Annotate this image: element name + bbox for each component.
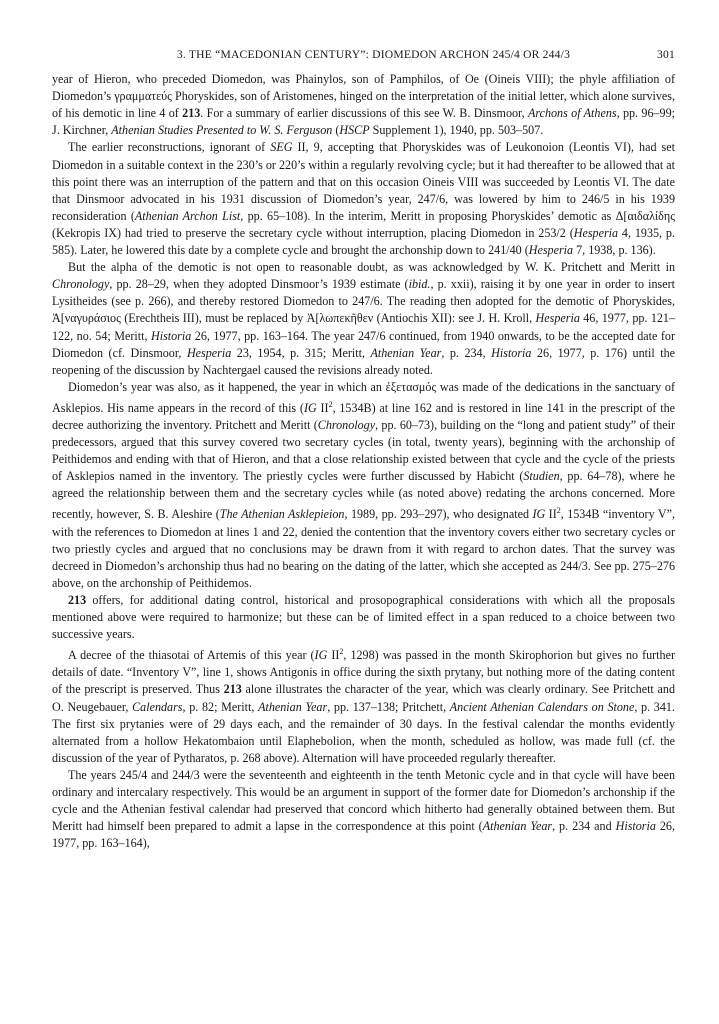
- text-run: II: [327, 648, 340, 663]
- text-run: , pp. 28–29, when they adopted Dinsmoor’s 1939 estimate (: [109, 277, 409, 292]
- text-run: The earlier reconstructions, ignorant of: [68, 140, 271, 155]
- text-run: 7, 1938, p. 136).: [573, 243, 656, 258]
- italic-run: Studien: [523, 469, 560, 484]
- text-run: , p. 341. The first six prytanies were of 29 days each, and the remainder of 30 days. In the festival calendar the months evidently alternated from a hollow Hekatombaion until Elaphebolion, when the month, scheduled as hollow, was made full (cf. the discussion of the year of Pytharatos, p. 268 above). Alternation will have proceeded regularly thereafter.: [52, 699, 675, 765]
- text-run: 46, 1977, pp. 121–122, no. 54; Meritt,: [52, 311, 676, 343]
- text-run: 23, 1954, p. 315; Meritt,: [231, 345, 371, 360]
- text-run: Diomedon’s year was also, as it happened, the year in which an ἐξετασμός was made of the dedications in the sanctuary of Asklepios. His name appears in the record of this (: [52, 379, 675, 415]
- text-run: 26, 1977, pp. 163–164),: [52, 819, 675, 851]
- text-run: II: [316, 400, 329, 415]
- italic-run: Hesperia: [573, 225, 619, 240]
- text-run: , pp. 137–138; Pritchett,: [327, 699, 450, 714]
- paragraph: [52, 259, 675, 379]
- paragraph: [52, 71, 675, 139]
- text-run: , pp. 96–99; J. Kirchner,: [52, 106, 675, 138]
- inscription-number: 213: [223, 682, 242, 697]
- italic-run: Athenian Year: [258, 699, 328, 714]
- text-run: , p. 82; Meritt,: [182, 699, 259, 714]
- page-number: 301: [657, 48, 675, 61]
- italic-run: IG: [314, 648, 328, 663]
- text-run: , p. 234 and: [552, 819, 616, 834]
- text-run: , 1298) was passed in the month Skirophorion but gives no further details of date. “Inventory V”, line 1, shows Antigonis in office during the sixth prytany, but nothing more of the dating content of the prescript is preserved. Thus: [52, 648, 675, 697]
- superscript: 2: [339, 647, 344, 657]
- running-header: [52, 46, 675, 63]
- superscript: 2: [328, 399, 333, 409]
- text-run: 26, 1977, p. 176) until the reopening of the discussion by Nachtergael caused the revisions already noted.: [52, 345, 676, 377]
- text-run: alone illustrates the character of the year, which was clearly ordinary. See Pritchett and O. Neugebauer,: [52, 682, 675, 714]
- text-run: . For a summary of earlier discussions of this see W. B. Dinsmoor,: [200, 106, 528, 121]
- text-run: year of Hieron, who preceded Diomedon, was Phainylos, son of Pamphilos, of Oe (Oineis VIII); the phyle affiliation of Diomedon’s γραμματεύς Phoryskides, son of Aristomenes, hinged on the interpretation of the initial letter, which alone survives, of his demotic in line 4 of: [52, 72, 675, 121]
- text-run: , 1989, pp. 293–297), who designated: [344, 507, 533, 522]
- text-run: II, 9, accepting that Phoryskides was of Leukonoion (Leontis VI), had set Diomedon in a suitable context in the 230’s or 220’s within a regularly revolving cycle; but it had thereafter to be allowed that at this point there was an interruption of the pattern and that on this occasion Oineis VIII was succeeded by Leontis VI. The date that Dinsmoor advocated in his 1931 discussion of Diomedon’s year, 247/6, was lowered by him to 246/5 in his 1939 reconsideration (: [52, 140, 675, 223]
- text-run: , pp. 65–108). In the interim, Meritt in proposing Phoryskides’ demotic as Δ[αιδαλίδης (Kekropis IX) had tried to preserve the secretary cycle without interruption, placing Diomedon in 253/2 (: [52, 208, 675, 240]
- italic-run: Ancient Athenian Calendars on Stone: [449, 699, 635, 714]
- paragraph: [52, 643, 675, 767]
- italic-run: Historia: [150, 328, 192, 343]
- italic-run: Hesperia: [186, 345, 232, 360]
- text-run: , pp. 64–78), where he agreed the relationship between them and the secretary cycles while (as noted above) redating the archons concerned. More recently, however, S. B. Aleshire (: [52, 469, 675, 522]
- paragraph: [52, 767, 675, 852]
- inscription-number: 213: [182, 106, 201, 121]
- italic-run: Calendars: [132, 699, 183, 714]
- text-run: , p. 234,: [441, 345, 492, 360]
- italic-run: SEG: [270, 140, 293, 155]
- superscript: 2: [556, 506, 561, 516]
- italic-run: Athenian Studies Presented to W. S. Ferguson: [111, 123, 333, 138]
- italic-run: Athenian Archon List: [134, 208, 241, 223]
- text-run: , 1534B “inventory V”, with the references to Diomedon at lines 1 and 22, denied the contention that the inventory covers either two secretary cycles or two priestly cycles and argued that no conclusions may be drawn from it with regard to archon dates. That the survey was decreed in Diomedon’s archonship thus had no bearing on the dating of the latter, which she accepted as 244/3. See pp. 275–276 above, on the archonship of Peithidemos.: [52, 507, 675, 590]
- text-run: A decree of the thiasotai of Artemis of this year (: [68, 648, 315, 663]
- inscription-number: 213: [68, 592, 87, 607]
- paragraph: [52, 379, 675, 592]
- paragraph: [52, 139, 675, 259]
- italic-run: The Athenian Asklepieion: [219, 507, 345, 522]
- italic-run: IG: [303, 400, 317, 415]
- italic-run: Athenian Year: [482, 819, 553, 834]
- italic-run: Hesperia: [535, 311, 580, 326]
- text-run: offers, for additional dating control, historical and prosopographical considerations with which all the proposals mentioned above were required to harmonize; but these can be of limited effect in a span reduced to a choice between two successive years.: [52, 592, 675, 642]
- body-text: [52, 71, 675, 852]
- text-run: , pp. 60–73), building on the “long and patient study” of their predecessors, argued that this survey covered two secretary cycles (in total, twenty years), beginning with the archonship of Peithidemos and ending with that of Hieron, and that a close relationship existed between that cycle and the cycle of the priests of Asklepios named in the inventory. The priestly cycles were further discussed by Habicht (: [52, 418, 675, 484]
- italic-run: IG: [532, 507, 546, 522]
- chapter-title: 3. THE “MACEDONIAN CENTURY”: DIOMEDON ARCHON 245/4 OR 244/3: [176, 48, 571, 61]
- italic-run: Chronology: [317, 418, 376, 432]
- text-run: But the alpha of the demotic is not open to reasonable doubt, as was acknowledged by W. K. Pritchett and Meritt in: [68, 260, 675, 275]
- italic-run: Historia: [615, 819, 656, 834]
- text-run: 4, 1935, p. 585). Later, he lowered this date by a complete cycle and brought the archonship down to 241/40 (: [52, 225, 676, 258]
- text-run: II: [545, 507, 557, 522]
- text-run: Supplement 1), 1940, pp. 503–507.: [369, 123, 544, 138]
- italic-run: HSCP: [339, 123, 370, 138]
- italic-run: Historia: [491, 345, 532, 360]
- text-run: (: [332, 123, 340, 138]
- italic-run: Chronology: [52, 277, 110, 292]
- italic-run: ibid.: [408, 277, 431, 292]
- italic-run: Athenian Year: [370, 345, 442, 360]
- italic-run: Hesperia: [528, 243, 574, 258]
- text-run: , 1534B) at line 162 and is restored in line 141 in the prescript of the decree authorizing the inventory. Pritchett and Meritt (: [52, 400, 676, 432]
- text-run: , p. xxii), raising it by one year in order to insert Lysitheides (see p. 266), and thereby restored Diomedon to 247/6. The reading then adopted for the demotic of Phoryskides, Ἀ[ναγυράσιος (Erechtheis III), must be replaced by Ἀ[λωπεκῆθεν (Antiochis XII): see J. H. Kroll,: [52, 277, 675, 326]
- paragraph: [52, 592, 675, 643]
- text-run: 26, 1977, pp. 163–164. The year 247/6 continued, from 1940 onwards, to be the accepted date for Diomedon (cf. Dinsmoor,: [52, 328, 675, 360]
- italic-run: Archons of Athens: [527, 106, 617, 121]
- text-run: The years 245/4 and 244/3 were the seventeenth and eighteenth in the tenth Metonic cycle and in that cycle will have been ordinary and intercalary respectively. This would be an argument in support of the former date for Diomedon’s archonship if the cycle and the Athenian festival calendar had preserved that concord which hitherto had generally obtained between them. But Meritt had himself been prepared to admit a lapse in the correspondence at this point (: [52, 767, 675, 834]
